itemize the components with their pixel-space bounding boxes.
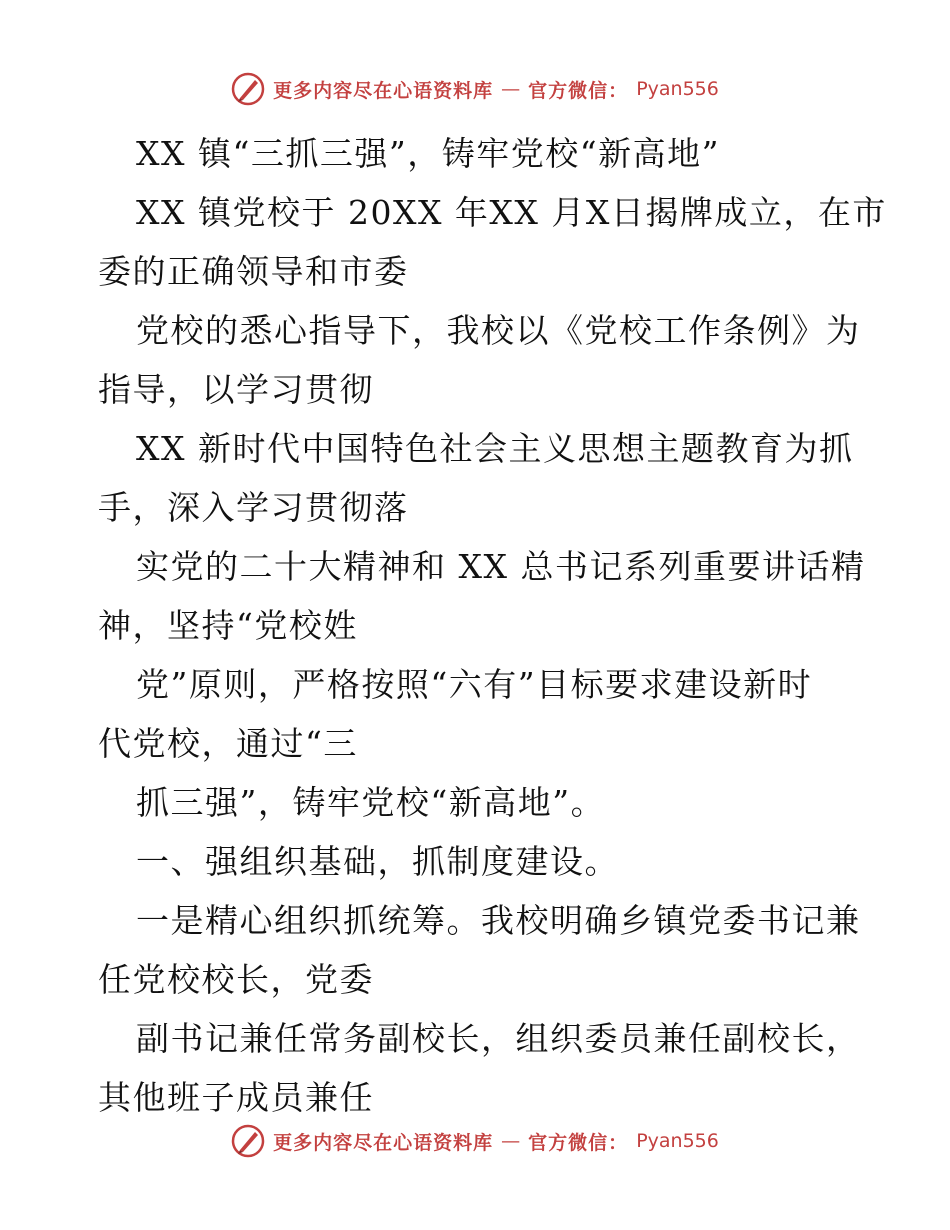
watermark-wechat-id: Pyan556 bbox=[636, 78, 719, 100]
paragraph-line: 其他班子成员兼任 bbox=[98, 1078, 374, 1117]
quill-pen-logo-icon bbox=[231, 1124, 265, 1158]
paragraph-line: 指导，以学习贯彻 bbox=[98, 370, 374, 409]
paragraph-line: XX 镇党校于 20XX 年XX 月X日揭牌成立，在市 bbox=[136, 193, 887, 232]
document-body bbox=[98, 124, 887, 1127]
paragraph-line: 手，深入学习贯彻落 bbox=[98, 488, 409, 527]
paragraph-line: 委的正确领导和市委 bbox=[98, 252, 409, 291]
paragraph-line: 任党校校长，党委 bbox=[98, 960, 374, 999]
watermark-separator: — bbox=[501, 1130, 521, 1152]
section-heading: 一、强组织基础，抓制度建设。 bbox=[136, 842, 619, 881]
watermark-banner-top bbox=[0, 72, 950, 106]
watermark-wechat-label: 官方微信： bbox=[528, 79, 629, 102]
watermark-banner-bottom bbox=[0, 1124, 950, 1158]
quill-pen-logo-icon bbox=[231, 72, 265, 106]
watermark-site-text: 更多内容尽在心语资料库 bbox=[273, 1131, 494, 1154]
watermark-wechat-label: 官方微信： bbox=[528, 1131, 629, 1154]
paragraph-line: XX 新时代中国特色社会主义思想主题教育为抓 bbox=[136, 429, 854, 468]
watermark-wechat-id: Pyan556 bbox=[636, 1130, 719, 1152]
paragraph-line: 一是精心组织抓统筹。我校明确乡镇党委书记兼 bbox=[136, 901, 861, 940]
document-title: XX 镇“三抓三强”，铸牢党校“新高地” bbox=[136, 134, 720, 173]
paragraph-line: 代党校，通过“三 bbox=[98, 724, 358, 763]
watermark-separator: — bbox=[501, 78, 521, 100]
watermark-site-text: 更多内容尽在心语资料库 bbox=[273, 79, 494, 102]
paragraph-line: 神，坚持“党校姓 bbox=[98, 606, 358, 645]
paragraph-line: 副书记兼任常务副校长，组织委员兼任副校长， bbox=[136, 1019, 861, 1058]
paragraph-line: 实党的二十大精神和 XX 总书记系列重要讲话精 bbox=[136, 547, 866, 586]
paragraph-line: 党校的悉心指导下，我校以《党校工作条例》为 bbox=[136, 311, 861, 350]
paragraph-line: 党”原则，严格按照“六有”目标要求建设新时 bbox=[136, 665, 813, 704]
paragraph-line: 抓三强”，铸牢党校“新高地”。 bbox=[136, 783, 606, 822]
